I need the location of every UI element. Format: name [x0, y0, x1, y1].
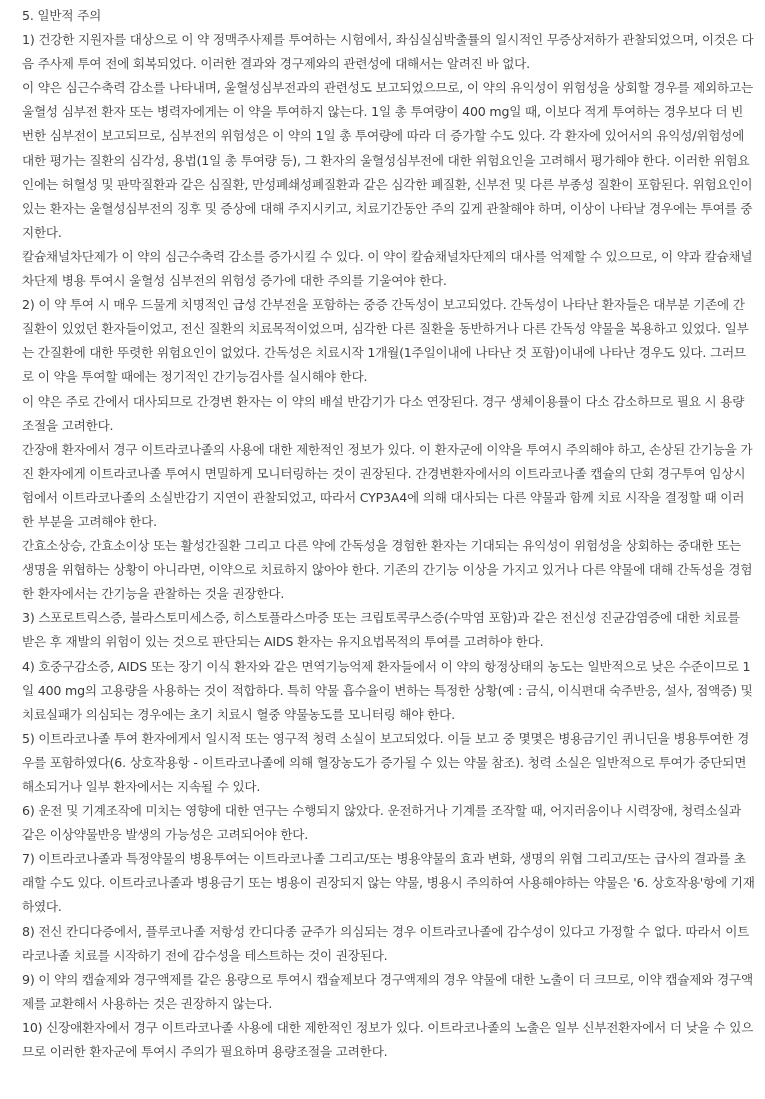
section-title: 5. 일반적 주의 [22, 8, 102, 23]
paragraph-6: 간장애 환자에서 경구 이트라코나졸의 사용에 대한 제한적인 정보가 있다. 이 환자군에 이약을 투여시 주의해야 하고, 손상된 간기능을 가진 환자에게 이트라코나졸 투여시 면밀하게 모니터링하는 것이 권장된다. 간경변환자에서의 이트라코나졸 캡슐의 단회 경구투여 임상시험에서 이트라코나졸의 소실반감기 지연이 관찰되었고, 따라서 CYP3A4에 의해 대사되는 다른 약물과 함께 치료 시작을 결정할 때 이러한 부분을 고려해야 한다. [22, 441, 753, 529]
paragraph-1: 1) 건강한 지원자를 대상으로 이 약 정맥주사제를 투여하는 시험에서, 좌심실심박출률의 일시적인 무증상저하가 관찰되었으며, 이것은 다음 주사제 투여 전에 회복되었다. 이러한 결과와 경구제와의 관련성에 대해서는 알려진 바 없다. [22, 32, 754, 72]
paragraph-3: 칼슘채널차단제가 이 약의 심근수축력 감소를 증가시킬 수 있다. 이 약이 칼슘채널차단제의 대사를 억제할 수 있으므로, 이 약과 칼슘채널차단제 병용 투여시 울혈성 심부전의 위험성 증가에 대한 주의를 기울여야 한다. [22, 248, 753, 289]
paragraph-10: 5) 이트라코나졸 투여 환자에게서 일시적 또는 영구적 청력 소실이 보고되었다. 이들 보고 중 몇몇은 병용금기인 퀴니딘을 병용투여한 경우를 포함하였다(6. 상호작용항 - 이트라코나졸에 의해 혈장농도가 증가될 수 있는 약물 참조). 청력 소실은 일반적으로 투여가 중단되면 해소되거나 일부 환자에서는 지속될 수 있다. [22, 730, 750, 794]
paragraph-12: 7) 이트라코나졸과 특정약물의 병용투여는 이트라코나졸 그리고/또는 병용약물의 효과 변화, 생명의 위협 그리고/또는 급사의 결과를 초래할 수도 있다. 이트라코나졸과 병용금기 또는 병용이 권장되지 않는 약물, 병용시 주의하여 사용해야하는 약물은 '6. 상호작용'항에 기재하였다. [22, 851, 755, 915]
paragraph-8: 3) 스포로트릭스증, 블라스토미세스증, 히스토플라스마증 또는 크립토콕쿠스증(수막염 포함)과 같은 전신성 진균감염증에 대한 치료를 받은 후 재발의 위험이 있는 것으로 판단되는 AIDS 환자는 유지요법목적의 투여를 고려하야 한다. [22, 610, 740, 650]
paragraph-9: 4) 호중구감소증, AIDS 또는 장기 이식 환자와 같은 면역기능억제 환자들에서 이 약의 항정상태의 농도는 일반적으로 낮은 수준이므로 1일 400 mg의 고용량을 사용하는 것이 적합하다. 특히 약물 흡수율이 변하는 특정한 상황(예 : 금식, 이식편대 숙주반응, 설사, 점액증) 및 치료실패가 의심되는 경우에는 초기 치료시 혈중 약물농도를 모니터링 해야 한다. [22, 658, 753, 722]
paragraph-11: 6) 운전 및 기계조작에 미치는 영향에 대한 연구는 수행되지 않았다. 운전하거나 기계를 조작할 때, 어지러움이나 시력장애, 청력소실과 같은 이상약물반응 발생의 가능성은 고려되어야 한다. [22, 803, 741, 843]
paragraph-4: 2) 이 약 투여 시 매우 드물게 치명적인 급성 간부전을 포함하는 중증 간독성이 보고되었다. 간독성이 나타난 환자들은 대부분 기존에 간질환이 있었던 환자들이었고, 전신 질환의 치료목적이었으며, 심각한 다른 질환을 동반하거나 다른 간독성 약물을 복용하고 있었다. 일부는 간질환에 대한 뚜렷한 위험요인이 없었다. 간독성은 치료시작 1개월(1주일이내에 나타난 것 포함)이내에 나타난 경우도 있다. 그러므로 이 약을 투여할 때에는 정기적인 간기능검사를 실시해야 한다. [22, 297, 749, 385]
paragraph-2: 이 약은 심근수축력 감소를 나타내며, 울혈성심부전과의 관련성도 보고되었으므로, 이 약의 유익성이 위험성을 상회할 경우를 제외하고는 울혈성 심부전 환자 또는 병력자에게는 이 약을 투여하지 않는다. 1일 총 투여량이 400 mg일 때, 이보다 적게 투여하는 경우보다 더 빈번한 심부전이 보고되므로, 심부전의 위험성은 이 약의 1일 총 투여량에 따라 더 증가할 수도 있다. 각 환자에 있어서의 유익성/위험성에 대한 평가는 질환의 심각성, 용법(1일 총 투여량 등), 그 환자의 울혈성심부전에 대한 위험요인을 고려해서 평가해야 한다. 이러한 위험요인에는 허혈성 및 판막질환과 같은 심질환, 만성폐쇄성폐질환과 같은 심각한 폐질환, 신부전 및 다른 부종성 질환이 포함된다. 위험요인이 있는 환자는 울혈성심부전의 징후 및 증상에 대해 주지시키고, 치료기간동안 주의 깊게 관찰해야 하며, 이상이 나타날 경우에는 투여를 중지한다. [22, 80, 753, 240]
paragraph-14: 9) 이 약의 캡슐제와 경구액제를 같은 용량으로 투여시 캡슐제보다 경구액제의 경우 약물에 대한 노출이 더 크므로, 이약 캡슐제와 경구액제를 교환해서 사용하는 것은 권장하지 않는다. [22, 971, 753, 1011]
paragraph-7: 간효소상승, 간효소이상 또는 활성간질환 그리고 다른 약에 간독성을 경험한 환자는 기대되는 유익성이 위험성을 상회하는 중대한 또는 생명을 위협하는 상황이 아니라면, 이약으로 치료하지 않아야 한다. 기존의 간기능 이상을 가지고 있거나 다른 약물에 대해 간독성을 경험한 환자에서는 간기능을 관찰하는 것을 권장한다. [22, 538, 753, 602]
paragraph-15: 10) 신장애환자에서 경구 이트라코나졸 사용에 대한 제한적인 정보가 있다. 이트라코나졸의 노출은 일부 신부전환자에서 더 낮을 수 있으므로 이러한 환자군에 투여시 주의가 필요하며 용량조절을 고려한다. [22, 1019, 754, 1060]
paragraph-13: 8) 전신 칸디다증에서, 플루코나졸 저항성 칸디다종 균주가 의심되는 경우 이트라코나졸에 감수성이 있다고 가정할 수 없다. 따라서 이트라코나졸 치료를 시작하기 전에 감수성을 테스트하는 것이 권장된다. [22, 923, 750, 963]
paragraph-5: 이 약은 주로 간에서 대사되므로 간경변 환자는 이 약의 배설 반감기가 다소 연장된다. 경구 생체이용률이 다소 감소하므로 필요 시 용량조절을 고려한다. [22, 393, 745, 433]
